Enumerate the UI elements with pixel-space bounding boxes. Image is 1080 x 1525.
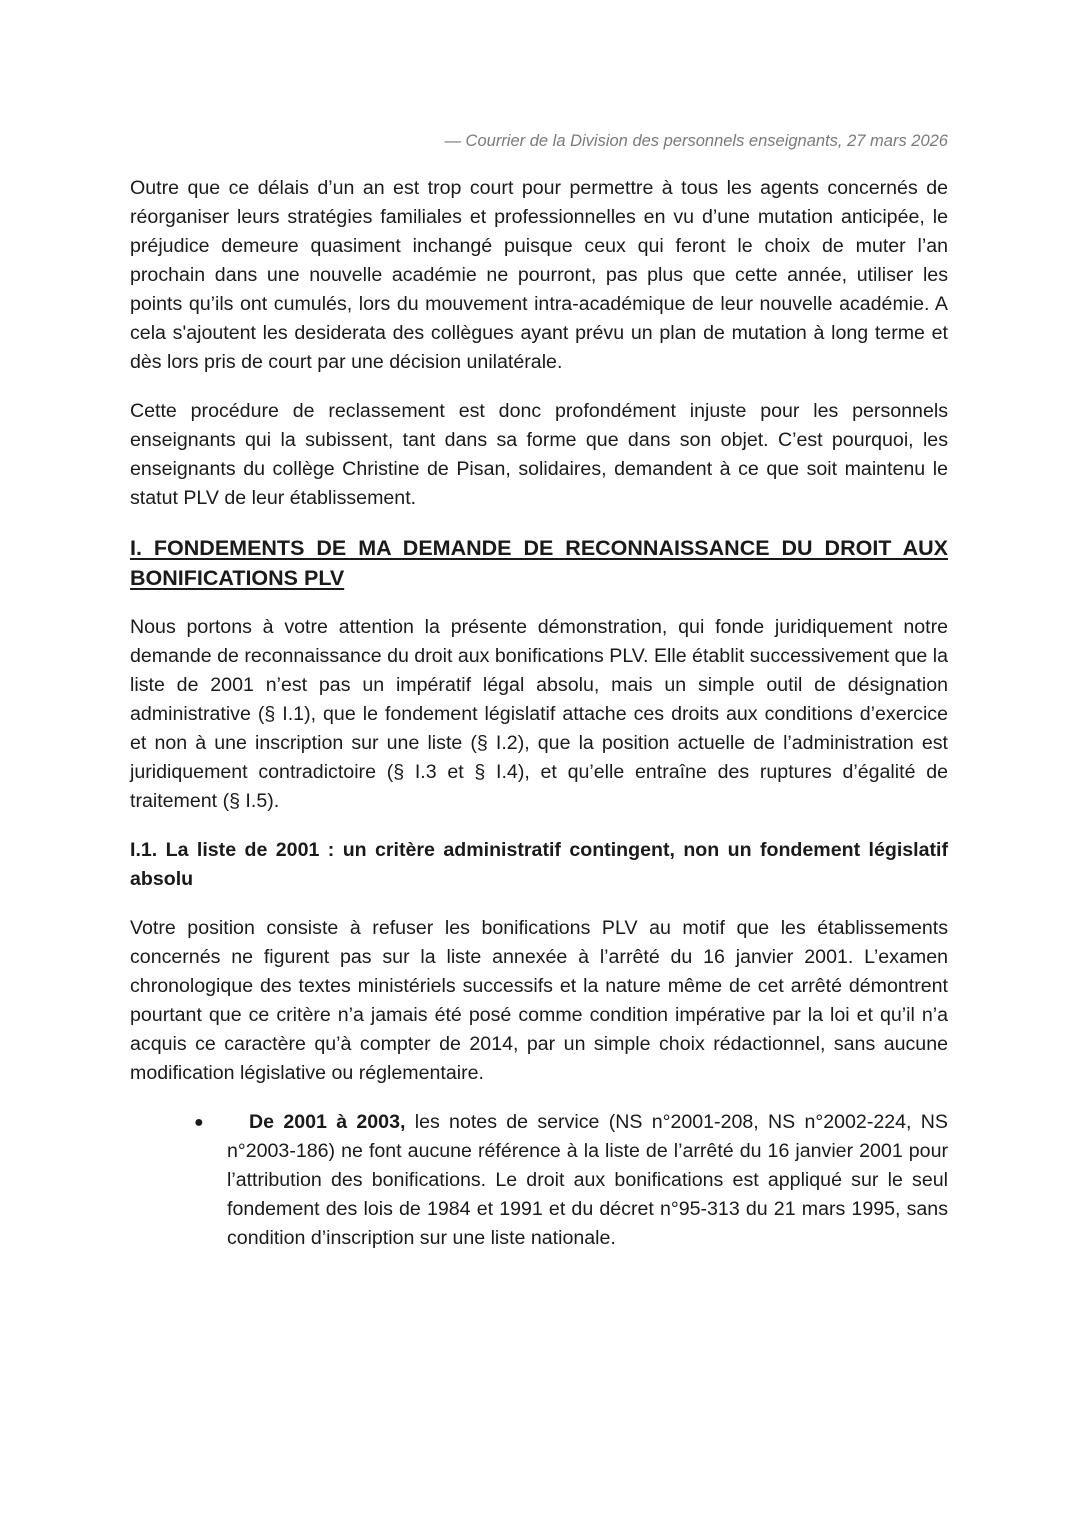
bullet-list: [130, 1108, 948, 1253]
paragraph-intro-2: Cette procédure de reclassement est donc profondément injuste pour les personnels enseignants qui la subissent, tant dans sa forme que dans son objet. C’est pourquoi, les enseignants du collège Christine de Pisan, solidaires, demandent à ce que soit maintenu le statut PLV de leur établissement.: [130, 400, 948, 509]
paragraph-intro-1: Outre que ce délais d’un an est trop court pour permettre à tous les agents concernés de réorganiser leurs stratégies familiales et professionnelles en vu d’une mutation anticipée, le préjudice demeure quasiment inchangé puisque ceux qui feront le choix de muter l’an prochain dans une nouvelle académie ne pourront, pas plus que cette année, utiliser les points qu’ils ont cumulés, lors du mouvement intra-académique de leur nouvelle académie. A cela s'ajoutent les desiderata des collègues ayant prévu un plan de mutation à long terme et dès lors pris de court par une décision unilatérale.: [130, 177, 948, 373]
section-heading: I. FONDEMENTS DE MA DEMANDE DE RECONNAISSANCE DU DROIT AUX BONIFICATIONS PLV: [130, 536, 948, 590]
bullet-lead-text: De 2001 à 2003,: [249, 1111, 406, 1133]
section-intro-paragraph: Nous portons à votre attention la présente démonstration, qui fonde juridiquement notre demande de reconnaissance du droit aux bonifications PLV. Elle établit successivement que la liste de 2001 n’est pas un impératif légal absolu, mais un simple outil de désignation administrative (§ I.1), que le fondement législatif attache ces droits aux conditions d’exercice et non à une inscription sur une liste (§ I.2), que la position actuelle de l’administration est juridiquement contradictoire (§ I.3 et § I.4), et qu’elle entraîne des ruptures d’égalité de traitement (§ I.5).: [130, 616, 948, 812]
bullet-text: les notes de service (NS n°2001-208, NS n°2002-224, NS n°2003-186) ne font aucune référence à la liste de l’arrêté du 16 janvier 2001 pour l’attribution des bonifications. Le droit aux bonifications est appliqué sur le seul fondement des lois de 1984 et 1991 et du décret n°95-313 du 21 mars 1995, sans condition d’inscription sur une liste nationale.: [227, 1111, 948, 1249]
list-item: [130, 1108, 948, 1253]
subsection-heading: I.1. La liste de 2001 : un critère administratif contingent, non un fondement législatif absolu: [130, 839, 948, 890]
document-page: [130, 128, 948, 1253]
source-caption: — Courrier de la Division des personnels enseignants, 27 mars 2026: [444, 132, 948, 150]
bullet-icon: ●: [194, 1114, 204, 1131]
subsection-body-paragraph: Votre position consiste à refuser les bonifications PLV au motif que les établissements concernés ne figurent pas sur la liste annexée à l’arrêté du 16 janvier 2001. L’examen chronologique des textes ministériels successifs et la nature même de cet arrêté démontrent pourtant que ce critère n’a jamais été posé comme condition impérative par la loi et qu’il n’a acquis ce caractère qu’à compter de 2014, par un simple choix rédactionnel, sans aucune modification législative ou réglementaire.: [130, 917, 948, 1084]
